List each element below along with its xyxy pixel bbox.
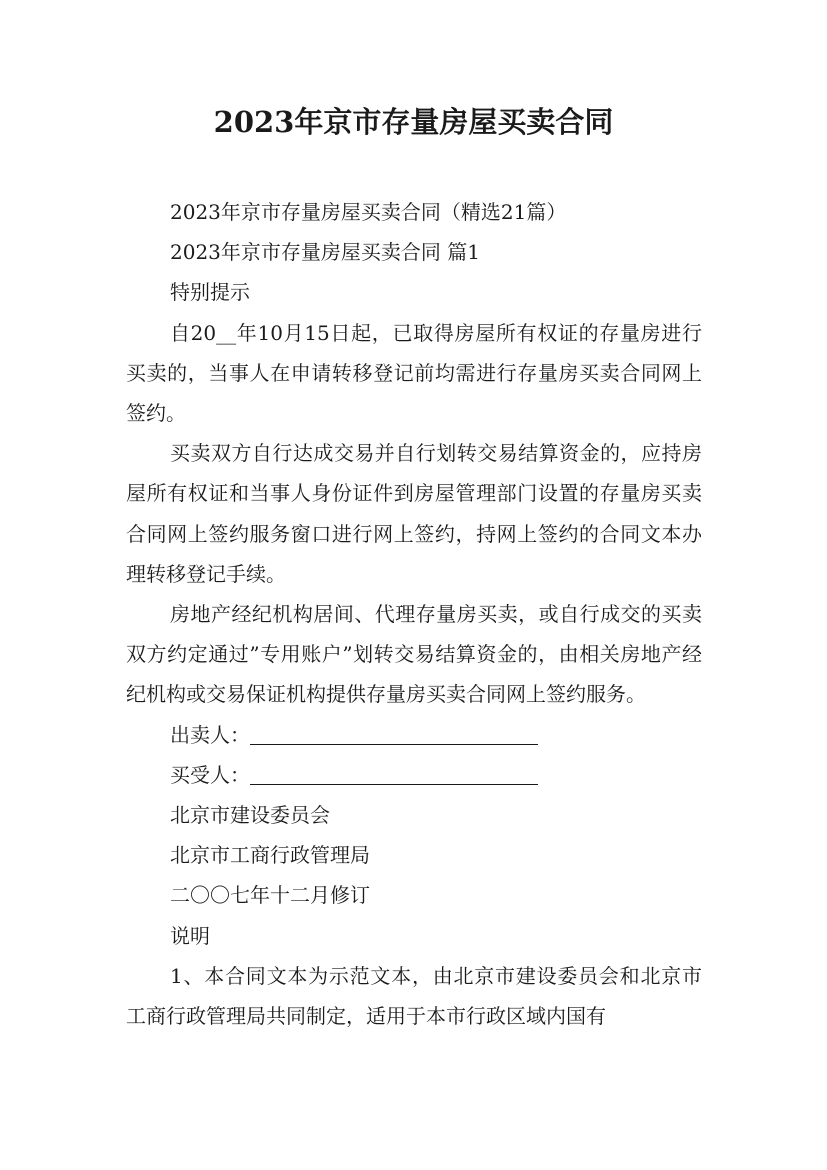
document-title: 2023年京市存量房屋买卖合同 (213, 105, 614, 139)
document-subtitle: 2023年京市存量房屋买卖合同（精选21篇） (170, 200, 567, 224)
paragraph-self-transaction: 买卖双方自行达成交易并自行划转交易结算资金的，应持房屋所有权证和当事人身份证件到房屋管理部门设置的存量房买卖合同网上签约服务窗口进行网上签约，持网上签约的合同文本办理转移登记手续。 (126, 441, 702, 586)
paragraph-agency-transaction: 房地产经纪机构居间、代理存量房买卖，或自行成交的买卖双方约定通过”专用账户”划转交易结算资金的，由相关房地产经纪机构或交易保证机构提供存量房买卖合同网上签约服务。 (126, 602, 702, 707)
explanation-heading: 说明 (170, 923, 210, 948)
seller-label: 出卖人： (170, 722, 250, 747)
chapter-heading: 2023年京市存量房屋买卖合同 篇1 (170, 240, 480, 265)
issuer-industry-commerce-bureau: 北京市工商行政管理局 (170, 843, 370, 868)
seller-line (126, 715, 702, 755)
revision-date: 二〇〇七年十二月修订 (170, 883, 370, 908)
buyer-blank-field (250, 764, 538, 785)
explanation-item-1: 1、本合同文本为示范文本，由北京市建设委员会和北京市工商行政管理局共同制定，适用于本市行政区域内国有 (126, 963, 702, 1029)
issuer-construction-commission: 北京市建设委员会 (170, 803, 330, 828)
buyer-line (126, 755, 702, 795)
document-body (126, 192, 702, 1036)
notice-heading: 特别提示 (170, 280, 250, 305)
paragraph-online-signing-requirement: 自20__年10月15日起，已取得房屋所有权证的存量房进行买卖的，当事人在申请转移登记前均需进行存量房买卖合同网上签约。 (126, 320, 702, 426)
seller-blank-field (250, 724, 538, 745)
buyer-label: 买受人： (170, 762, 250, 787)
